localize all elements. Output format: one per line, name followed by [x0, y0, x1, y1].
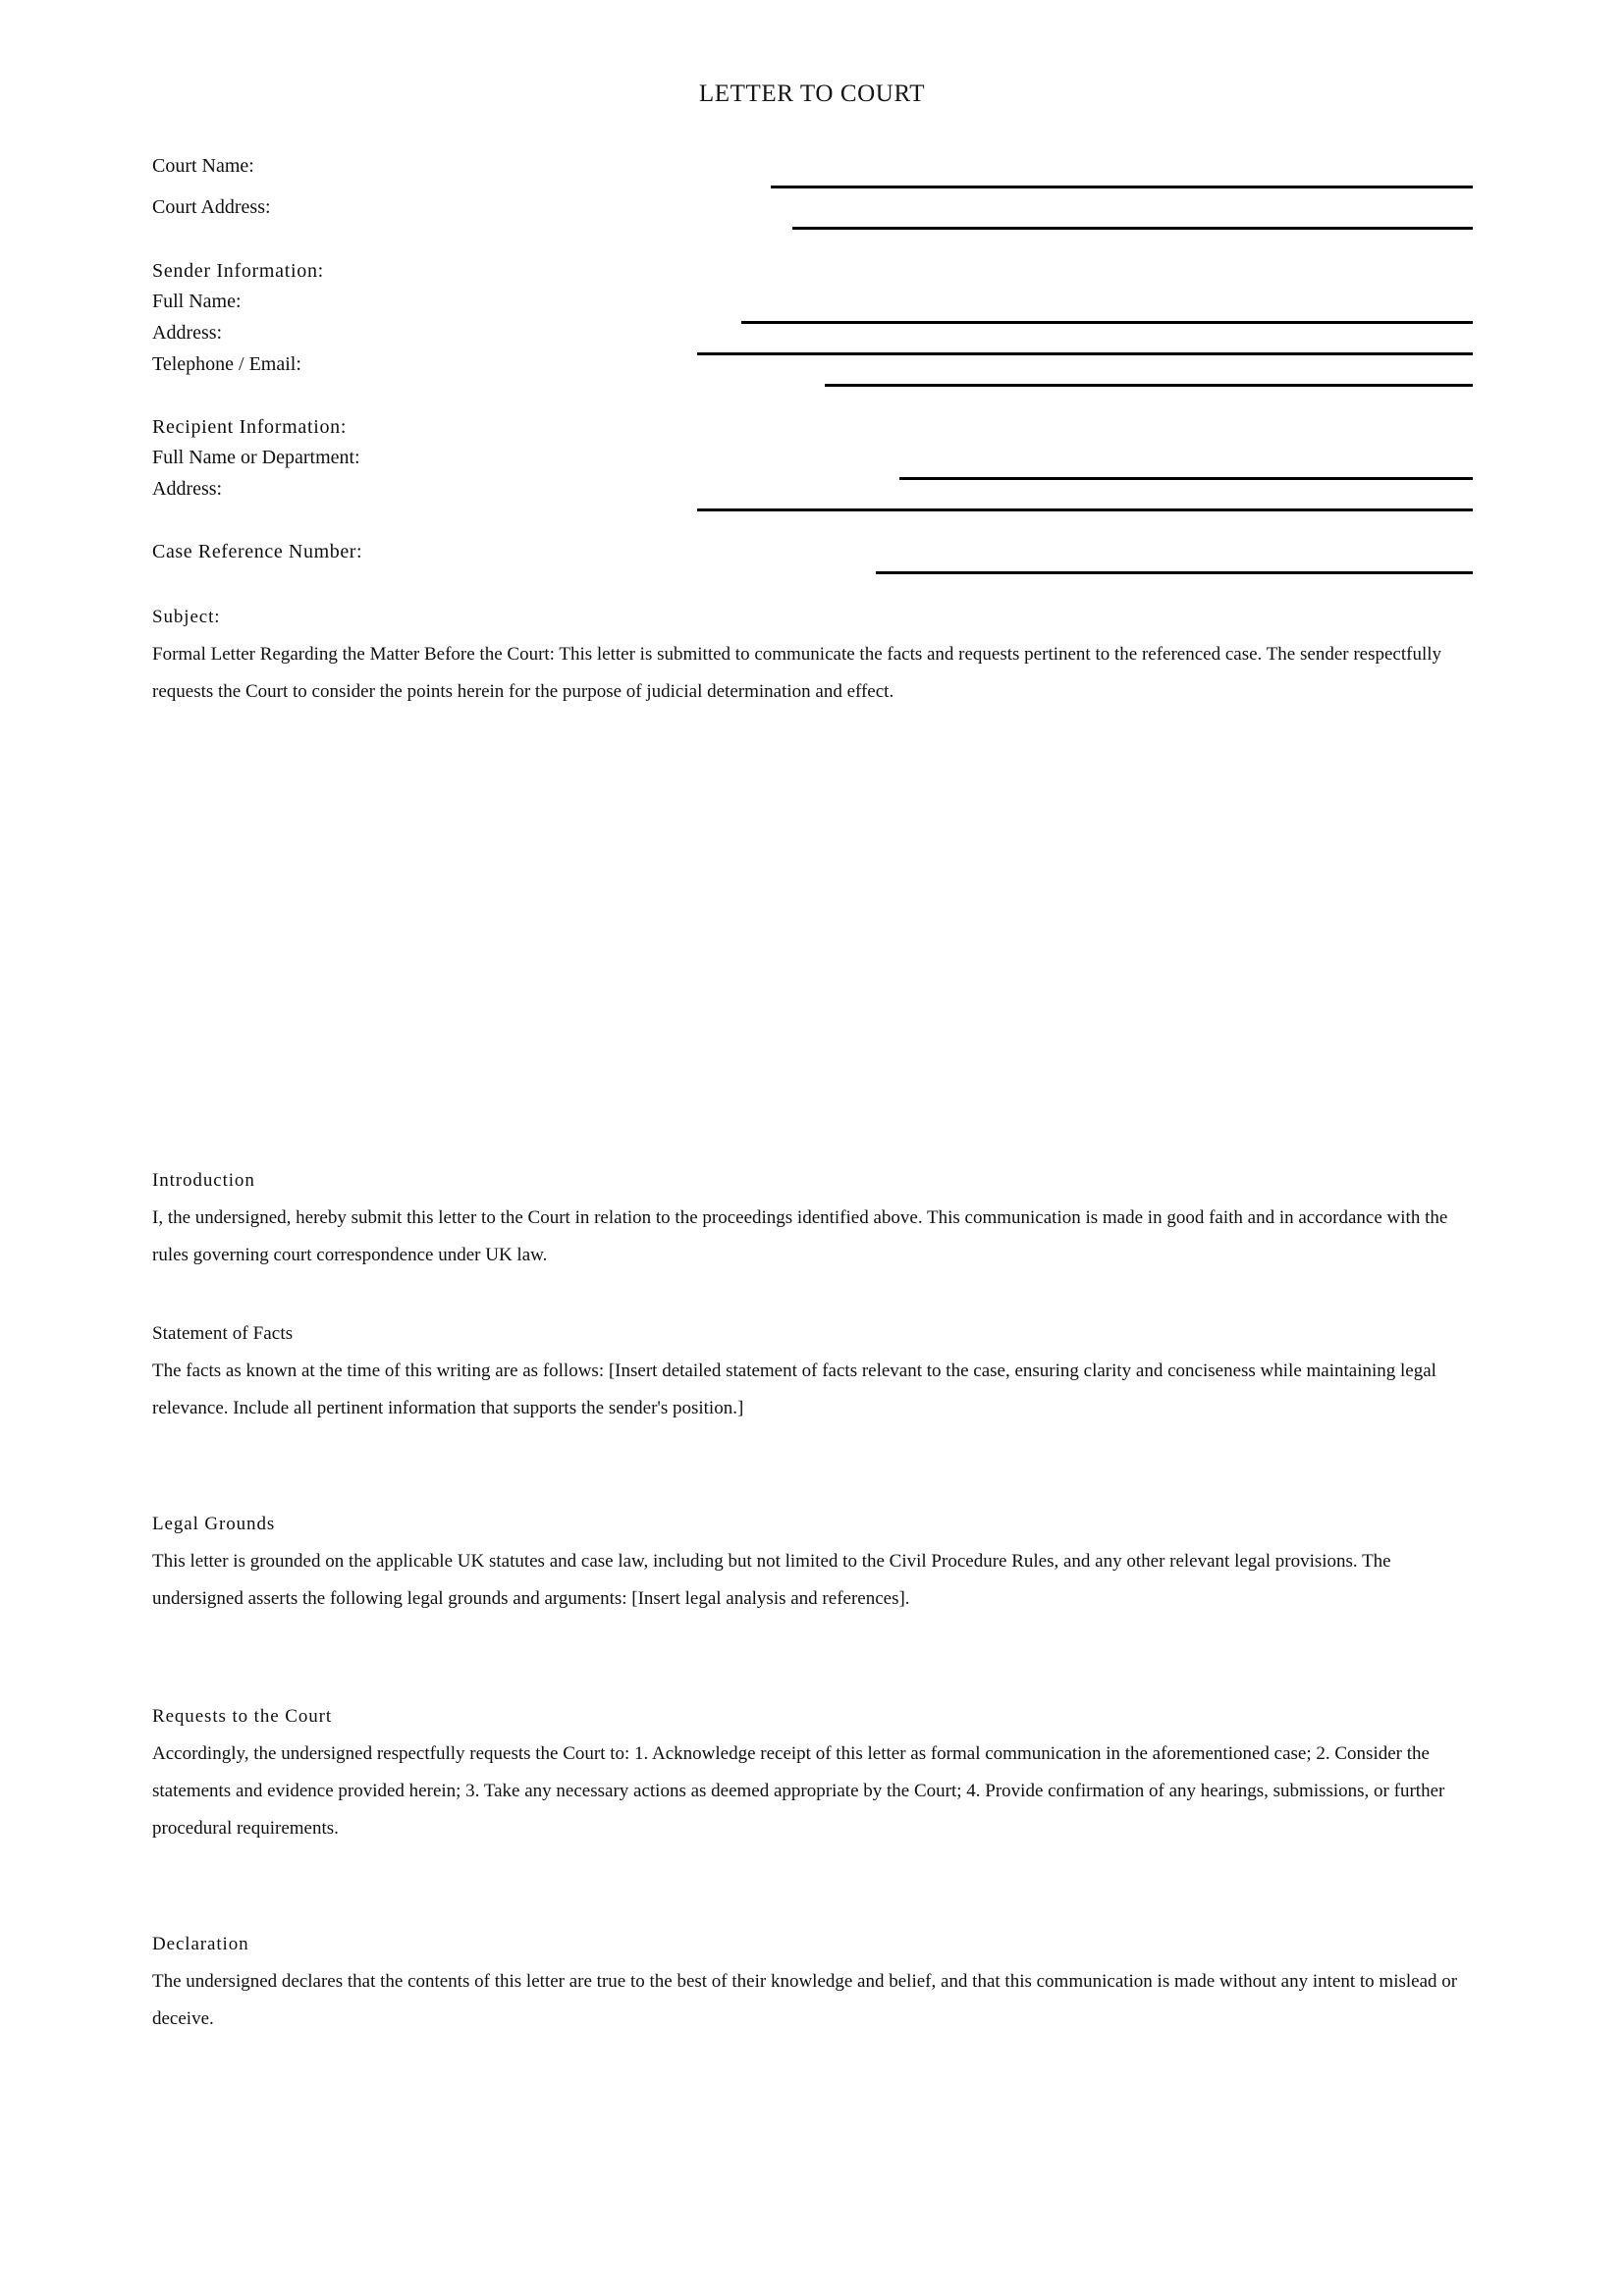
recipient-address-input-rule[interactable] — [697, 508, 1473, 511]
subject-body: Formal Letter Regarding the Matter Before the Court: This letter is submitted to communicate the facts and requests pertinent to the referenced case. The sender respectfully requests the Court to consider the points herein for the purpose of judicial determination and effect. — [152, 644, 1442, 702]
form-row-sender-telephone-email — [152, 353, 1473, 387]
section-statement-of-facts — [152, 1315, 1473, 1427]
recipient-information-heading: Recipient Information: — [152, 416, 348, 438]
page-title: LETTER TO COURT — [698, 80, 926, 107]
form-row-case-reference-number — [152, 541, 1473, 574]
form-row-recipient-full-name — [152, 447, 1473, 480]
requests-to-the-court-body: Accordingly, the undersigned respectfully requests the Court to: 1. Acknowledge receipt of this letter as formal communication in the aforementioned case; 2. Consider the statements and evidence provided herein; 3. Take any necessary actions as deemed appropriate by the Court; 4. Provide confirmation of any hearings, submissions, or further procedural requirements. — [152, 1743, 1445, 1839]
court-address-input-rule[interactable] — [792, 227, 1473, 230]
form-row-recipient-address — [152, 478, 1473, 511]
sender-telephone-email-input-rule[interactable] — [825, 384, 1473, 387]
sender-address-label: Address: — [152, 322, 223, 344]
sender-information-heading: Sender Information: — [152, 260, 324, 282]
court-address-label: Court Address: — [152, 196, 271, 218]
court-name-input-rule[interactable] — [771, 186, 1473, 188]
form-row-sender-address — [152, 322, 1473, 355]
requests-to-the-court-heading: Requests to the Court — [152, 1706, 333, 1727]
section-declaration — [152, 1926, 1473, 2038]
form-row-court-name — [152, 155, 1473, 188]
statement-of-facts-body: The facts as known at the time of this writing are as follows: [Insert detailed statement of facts relevant to the case, ensuring clarity and conciseness while maintaining legal relevance. Include all pertinent information that supports the sender's position.] — [152, 1361, 1436, 1418]
form-row-court-address — [152, 196, 1473, 230]
court-name-label: Court Name: — [152, 155, 254, 177]
legal-grounds-heading: Legal Grounds — [152, 1514, 276, 1534]
introduction-body: I, the undersigned, hereby submit this letter to the Court in relation to the proceedings identified above. This communication is made in good faith and in accordance with the rules governing court correspondence under UK law. — [152, 1207, 1448, 1265]
recipient-address-label: Address: — [152, 478, 223, 500]
declaration-body: The undersigned declares that the contents of this letter are true to the best of their knowledge and belief, and that this communication is made without any intent to mislead or deceive. — [152, 1971, 1458, 2029]
form-row-sender-full-name — [152, 291, 1473, 324]
sender-full-name-label: Full Name: — [152, 291, 242, 312]
sender-telephone-email-label: Telephone / Email: — [152, 353, 301, 375]
section-requests-to-the-court — [152, 1698, 1473, 1847]
legal-grounds-body: This letter is grounded on the applicable UK statutes and case law, including but not limited to the Civil Procedure Rules, and any other relevant legal provisions. The undersigned asserts the following legal grounds and arguments: [Insert legal analysis and references]. — [152, 1551, 1391, 1609]
case-reference-number-label: Case Reference Number: — [152, 541, 363, 562]
recipient-full-name-label: Full Name or Department: — [152, 447, 360, 468]
declaration-heading: Declaration — [152, 1934, 249, 1954]
introduction-heading: Introduction — [152, 1170, 255, 1191]
case-reference-number-input-rule[interactable] — [876, 571, 1473, 574]
statement-of-facts-heading: Statement of Facts — [152, 1323, 294, 1344]
subject-section — [152, 599, 1473, 711]
section-legal-grounds — [152, 1506, 1473, 1618]
section-introduction — [152, 1162, 1473, 1274]
subject-heading: Subject: — [152, 607, 221, 627]
